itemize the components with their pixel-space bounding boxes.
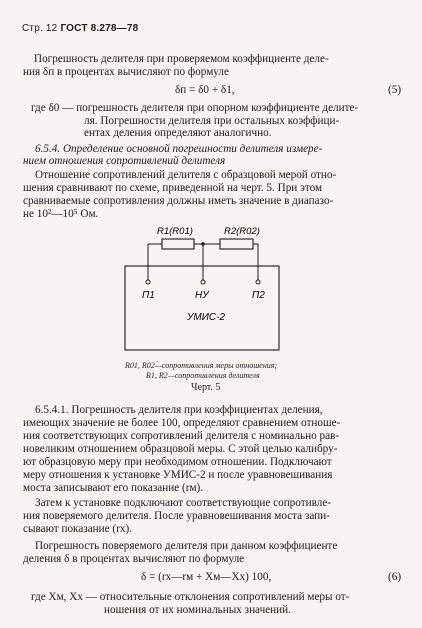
- text-line: ния δп в процентах вычисляют по формуле: [23, 66, 229, 78]
- text-line: меру отношения к установке УМИС-2 и после уравновешивания: [23, 469, 333, 481]
- text-line: ношения от их номинальных значений.: [104, 604, 291, 616]
- terminal-nu: [201, 280, 205, 284]
- text-line: ентах деления определяют аналогично.: [84, 127, 272, 139]
- formula-5-number: (5): [388, 84, 402, 96]
- terminal-label-p1: П1: [142, 290, 155, 301]
- terminal-p2: [256, 280, 260, 284]
- text-line: ния поверяемого делителя. После уравновешивания моста запи-: [23, 510, 330, 522]
- text-line: где δ0 — погрешность делителя при опорном коэффициенте делите-: [31, 102, 359, 114]
- page-number: Стр. 12: [22, 23, 58, 34]
- terminal-p1: [146, 280, 150, 284]
- figure-legend-1: R01, R02—сопротивления меры отношения;: [125, 361, 278, 370]
- text-line: деления δ в процентах вычисляют по формуле: [23, 553, 245, 565]
- formula-6: δ = (rх—rм + Xм—Xх) 100,: [141, 571, 272, 583]
- terminal-label-nu: НУ: [195, 290, 209, 301]
- resistor-r2: [220, 239, 253, 249]
- text-line: 6.5.4.1. Погрешность делителя при коэффициентах деления,: [35, 404, 323, 416]
- text-line: сывают показание (rх).: [23, 523, 132, 535]
- resistor-r1: [162, 239, 194, 249]
- text-line: не 10²—10⁵ Ом.: [23, 208, 99, 220]
- standard-code: ГОСТ 8.278—78: [60, 23, 139, 34]
- figure-legend-2: R1, R2—сопротивления делителя: [146, 371, 260, 380]
- text-line: где Xм, Xх — относительные отклонения сопротивлений меры от-: [31, 591, 350, 603]
- formula-6-number: (6): [388, 571, 402, 583]
- text-line: Погрешность делителя при проверяемом коэффициенте деле-: [34, 53, 329, 65]
- terminal-label-p2: П2: [252, 290, 265, 301]
- resistor-r2-label: R2(R02): [224, 226, 260, 237]
- text-line: имеющих значение не более 100, определяют сравнением отноше-: [23, 417, 341, 429]
- formula-5: δп = δ0 + δ1,: [175, 84, 235, 96]
- resistor-r1-label: R1(R01): [157, 226, 193, 237]
- section-heading-cont: нием отношения сопротивлений делителя: [23, 155, 226, 167]
- text-line: сравниваемые сопротивления должны иметь значение в диапазо-: [23, 195, 334, 207]
- figure-caption: Черт. 5: [191, 382, 221, 393]
- text-line: ния соответствующих сопротивлений делителя с номинально рав-: [23, 430, 340, 442]
- text-line: ля. Погрешности делителя при остальных коэффици-: [84, 115, 340, 127]
- section-heading: 6.5.4. Определение основной погрешности делителя измере-: [35, 143, 323, 155]
- text-line: новеликим отношением образцовой меры. С этой целью калибру-: [23, 443, 338, 455]
- text-line: моста записывают его показание (rм).: [23, 482, 204, 494]
- text-line: Отношение сопротивлений делителя с образцовой мерой отно-: [35, 169, 337, 181]
- text-line: Погрешность поверяемого делителя при данном коэффициенте: [35, 540, 338, 552]
- text-line: ют образцовую меру при необходимом отношении. Подключают: [23, 456, 332, 468]
- text-line: шения сравнивают по схеме, приведенной на черт. 5. При этом: [23, 182, 323, 194]
- device-label: УМИС-2: [187, 312, 225, 323]
- text-line: Затем к установке подключают соответствующие сопротивле-: [35, 497, 332, 509]
